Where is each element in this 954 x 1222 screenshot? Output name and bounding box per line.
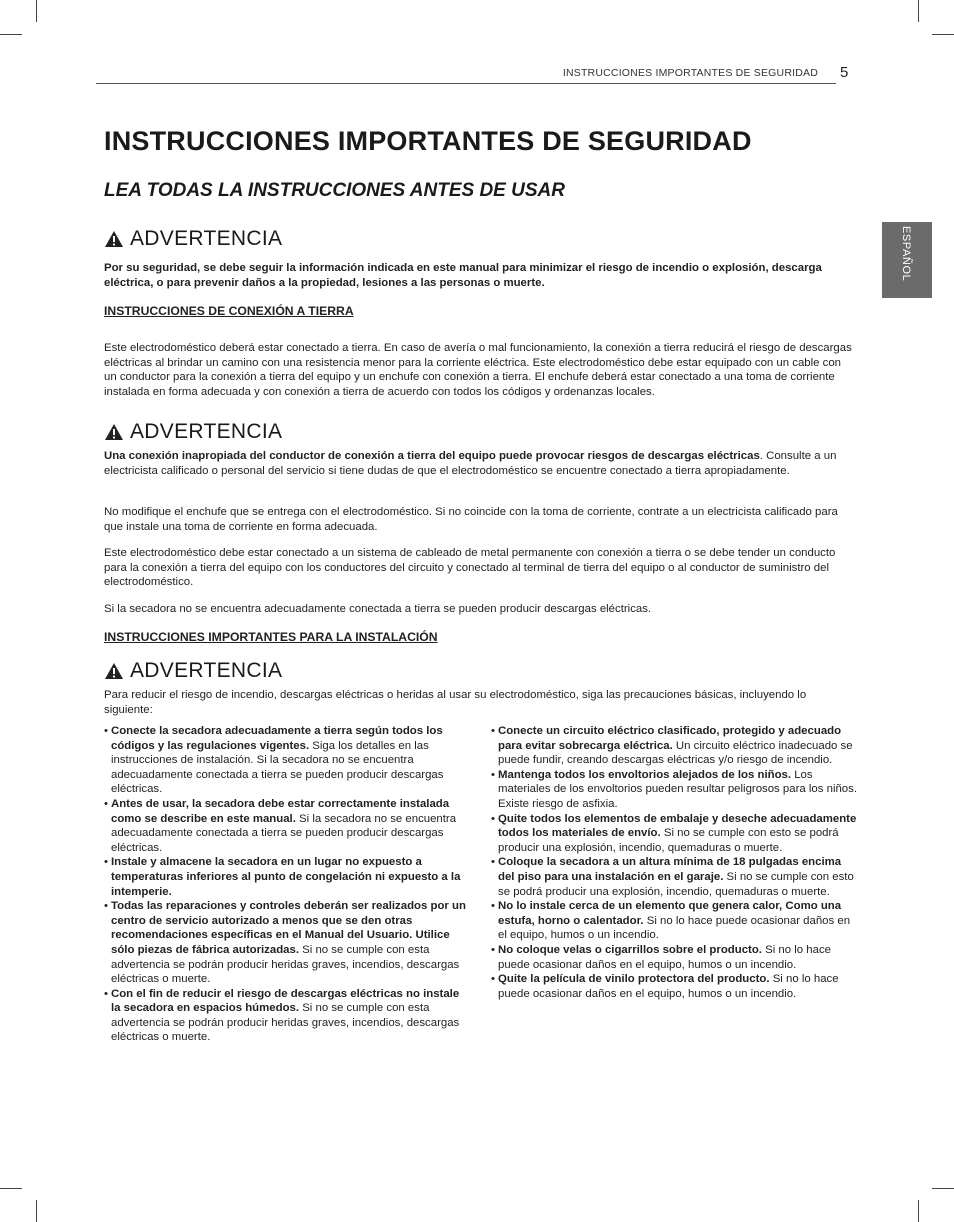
- grounding-body: Este electrodoméstico deberá estar conectado a tierra. En caso de avería o mal funcionamiento, la conexión a tierra reducirá el riesgo de descargas eléctricas al brindar un camino con una resistencia menor para la corriente eléctrica. Este electrodoméstico debe estar equipado con un cable con un conductor para la conexión a tierra del equipo y un enchufe con conexión a tierra. El enchufe deberá estar conectado a una toma de corriente instalada en forma adecuada y con conexión a tierra de acuerdo con todos los códigos y ordenanzas locales.: [104, 342, 852, 398]
- list-item-text: Si la secadora no se encuentra adecuadamente conectada a tierra se pueden producir descargas eléctricas.: [111, 812, 457, 854]
- list-item-text: Si no se cumple con esta advertencia se podrán producir heridas graves, incendios, descargas eléctricas o muerte.: [111, 943, 460, 986]
- warning-heading: [104, 227, 282, 251]
- list-item-text: Un circuito eléctrico inadecuado se puede fundir, creando descargas eléctricas y/o riesgo de incendio.: [498, 739, 853, 767]
- list-item-text: Si no lo hace puede ocasionar daños en el equipo, humos o un incendio.: [498, 943, 831, 971]
- warning-label: ADVERTENCIA: [130, 659, 283, 682]
- precautions-left-list: [104, 724, 470, 1045]
- warning-heading: [104, 659, 282, 683]
- installation-heading: INSTRUCCIONES IMPORTANTES PARA LA INSTALACIÓN: [104, 630, 438, 644]
- list-item-bold: No coloque velas o cigarrillos sobre el producto.: [498, 943, 762, 956]
- plug-paragraph: No modifique el enchufe que se entrega con el electrodoméstico. Si no coincide con la toma de corriente, contrate a un electricista calificado para que instale una toma de corriente en forma adecuada.: [104, 506, 838, 533]
- list-item: [491, 899, 857, 943]
- list-item-text: Si no se cumple con esta advertencia se podrán producir heridas graves, incendios, descargas eléctricas o muerte.: [111, 1002, 460, 1044]
- list-item: [491, 943, 857, 972]
- crop-mark: [0, 1188, 22, 1189]
- list-item-text: Los materiales de los envoltorios pueden resultar peligrosos para los niños. Existe riesgo de asfixia.: [498, 768, 858, 810]
- list-item-bold: Mantenga todos los envoltorios alejados de los niños.: [498, 768, 792, 781]
- crop-mark: [932, 34, 954, 35]
- list-item: [491, 724, 857, 768]
- running-header: INSTRUCCIONES IMPORTANTES DE SEGURIDAD: [562, 67, 818, 79]
- list-item-bold: Conecte la secadora adecuadamente a tierra según todos los códigos y las regulaciones vigentes.: [111, 725, 443, 752]
- list-item: [491, 972, 857, 1001]
- header-rule: [96, 83, 836, 84]
- list-item-text: Si no se cumple con esto se podrá producir una explosión, incendio, quemaduras o muerte.: [498, 827, 839, 854]
- list-item: [491, 768, 857, 812]
- shock-paragraph: Si la secadora no se encuentra adecuadamente conectada a tierra se pueden producir descargas eléctricas.: [104, 603, 652, 615]
- page-title: INSTRUCCIONES IMPORTANTES DE SEGURIDAD: [104, 126, 752, 156]
- list-item-text: Si no se cumple con esto se podrá producir una explosión, incendio, quemaduras o muerte.: [498, 870, 854, 898]
- list-item: [104, 899, 470, 987]
- precautions-left-column: [104, 724, 470, 1045]
- language-tab-label: ESPAÑOL: [900, 226, 912, 282]
- list-item: [104, 797, 470, 855]
- precautions-intro: Para reducir el riesgo de incendio, descargas eléctricas o heridas al usar su electrodoméstico, siga las precauciones básicas, incluyendo lo siguiente:: [104, 689, 807, 716]
- grounding-warning-bold: Una conexión inapropiada del conductor de conexión a tierra del equipo puede provocar riesgos de descargas eléctricas: [104, 450, 760, 462]
- list-item-bold: Quite todos los elementos de embalaje y deseche adecuadamente todos los materiales de envío.: [498, 812, 857, 840]
- list-item-text: Si no lo hace puede ocasionar daños en el equipo, humos o un incendio.: [498, 914, 851, 942]
- list-item-bold: Instale y almacene la secadora en un lugar no expuesto a temperaturas inferiores al punto de congelación ni expuesto a la intemperie.: [111, 856, 461, 898]
- list-item: [491, 812, 857, 856]
- wiring-paragraph: Este electrodoméstico debe estar conectado a un sistema de cableado de metal permanente con conexión a tierra o se debe tender un conducto para la conexión a tierra del equipo con los conductores del circuito y conectado al terminal de tierra del equipo o al conductor de suministro del electrodoméstico.: [104, 547, 836, 589]
- list-item-text: Si no lo hace puede ocasionar daños en el equipo, humos o un incendio.: [498, 973, 839, 1000]
- warning-heading: [104, 420, 282, 444]
- list-item: [104, 987, 470, 1045]
- grounding-warning-text: . Consulte a un electricista calificado o personal del servicio si tiene dudas de que el electrodoméstico se encuentre conectado a tierra apropiadamente.: [104, 450, 837, 477]
- warning-label: ADVERTENCIA: [130, 227, 283, 250]
- list-item-bold: Conecte un circuito eléctrico clasificado, protegido y adecuado para evitar sobrecarga eléctrica.: [498, 725, 842, 752]
- precautions-right-column: [491, 724, 857, 1001]
- list-item: [104, 724, 470, 797]
- warning-triangle-icon: [104, 230, 124, 248]
- safety-intro: [104, 261, 856, 290]
- page-subtitle: LEA TODAS LA INSTRUCCIONES ANTES DE USAR: [104, 180, 565, 201]
- list-item: [491, 855, 857, 899]
- crop-mark: [932, 1188, 954, 1189]
- page-number: 5: [840, 64, 849, 81]
- grounding-heading: INSTRUCCIONES DE CONEXIÓN A TIERRA: [104, 304, 354, 318]
- language-tab: [882, 222, 932, 298]
- list-item-bold: Antes de usar, la secadora debe estar correctamente instalada como se describe en este manual.: [111, 797, 450, 825]
- list-item-bold: No lo instale cerca de un elemento que genera calor, Como una estufa, horno o calentador.: [498, 900, 842, 927]
- warning-triangle-icon: [104, 423, 124, 441]
- crop-mark: [0, 34, 22, 35]
- list-item-text: Siga los detalles en las instrucciones de instalación. Si la secadora no se encuentra adecuadamente conectada a tierra se pueden producir descargas eléctricas.: [111, 739, 444, 796]
- list-item-bold: Todas las reparaciones y controles deberán ser realizados por un centro de servicio autorizado a menos que se den otras recomendaciones específicas en el Manual del Usuario. Utilice sólo piezas de fábrica autorizadas.: [111, 900, 466, 956]
- warning-label: ADVERTENCIA: [130, 420, 283, 443]
- list-item-bold: Con el fin de reducir el riesgo de descargas eléctricas no instale la secadora en espacios húmedos.: [111, 987, 460, 1015]
- safety-intro-text: Por su seguridad, se debe seguir la información indicada en este manual para minimizar el riesgo de incendio o explosión, descarga eléctrica, o para prevenir daños a la propiedad, lesiones a las personas o muerte.: [104, 262, 822, 289]
- grounding-warning-paragraph: [104, 449, 856, 478]
- crop-mark: [918, 1200, 919, 1222]
- precautions-right-list: [491, 724, 857, 1001]
- crop-mark: [36, 1200, 37, 1222]
- warning-triangle-icon: [104, 662, 124, 680]
- list-item-bold: Quite la película de vinilo protectora del producto.: [498, 973, 770, 986]
- crop-mark: [918, 0, 919, 22]
- crop-mark: [36, 0, 37, 22]
- list-item: [104, 855, 470, 899]
- list-item-bold: Coloque la secadora a un altura mínima de 18 pulgadas encima del piso para una instalación en el garaje.: [498, 856, 842, 883]
